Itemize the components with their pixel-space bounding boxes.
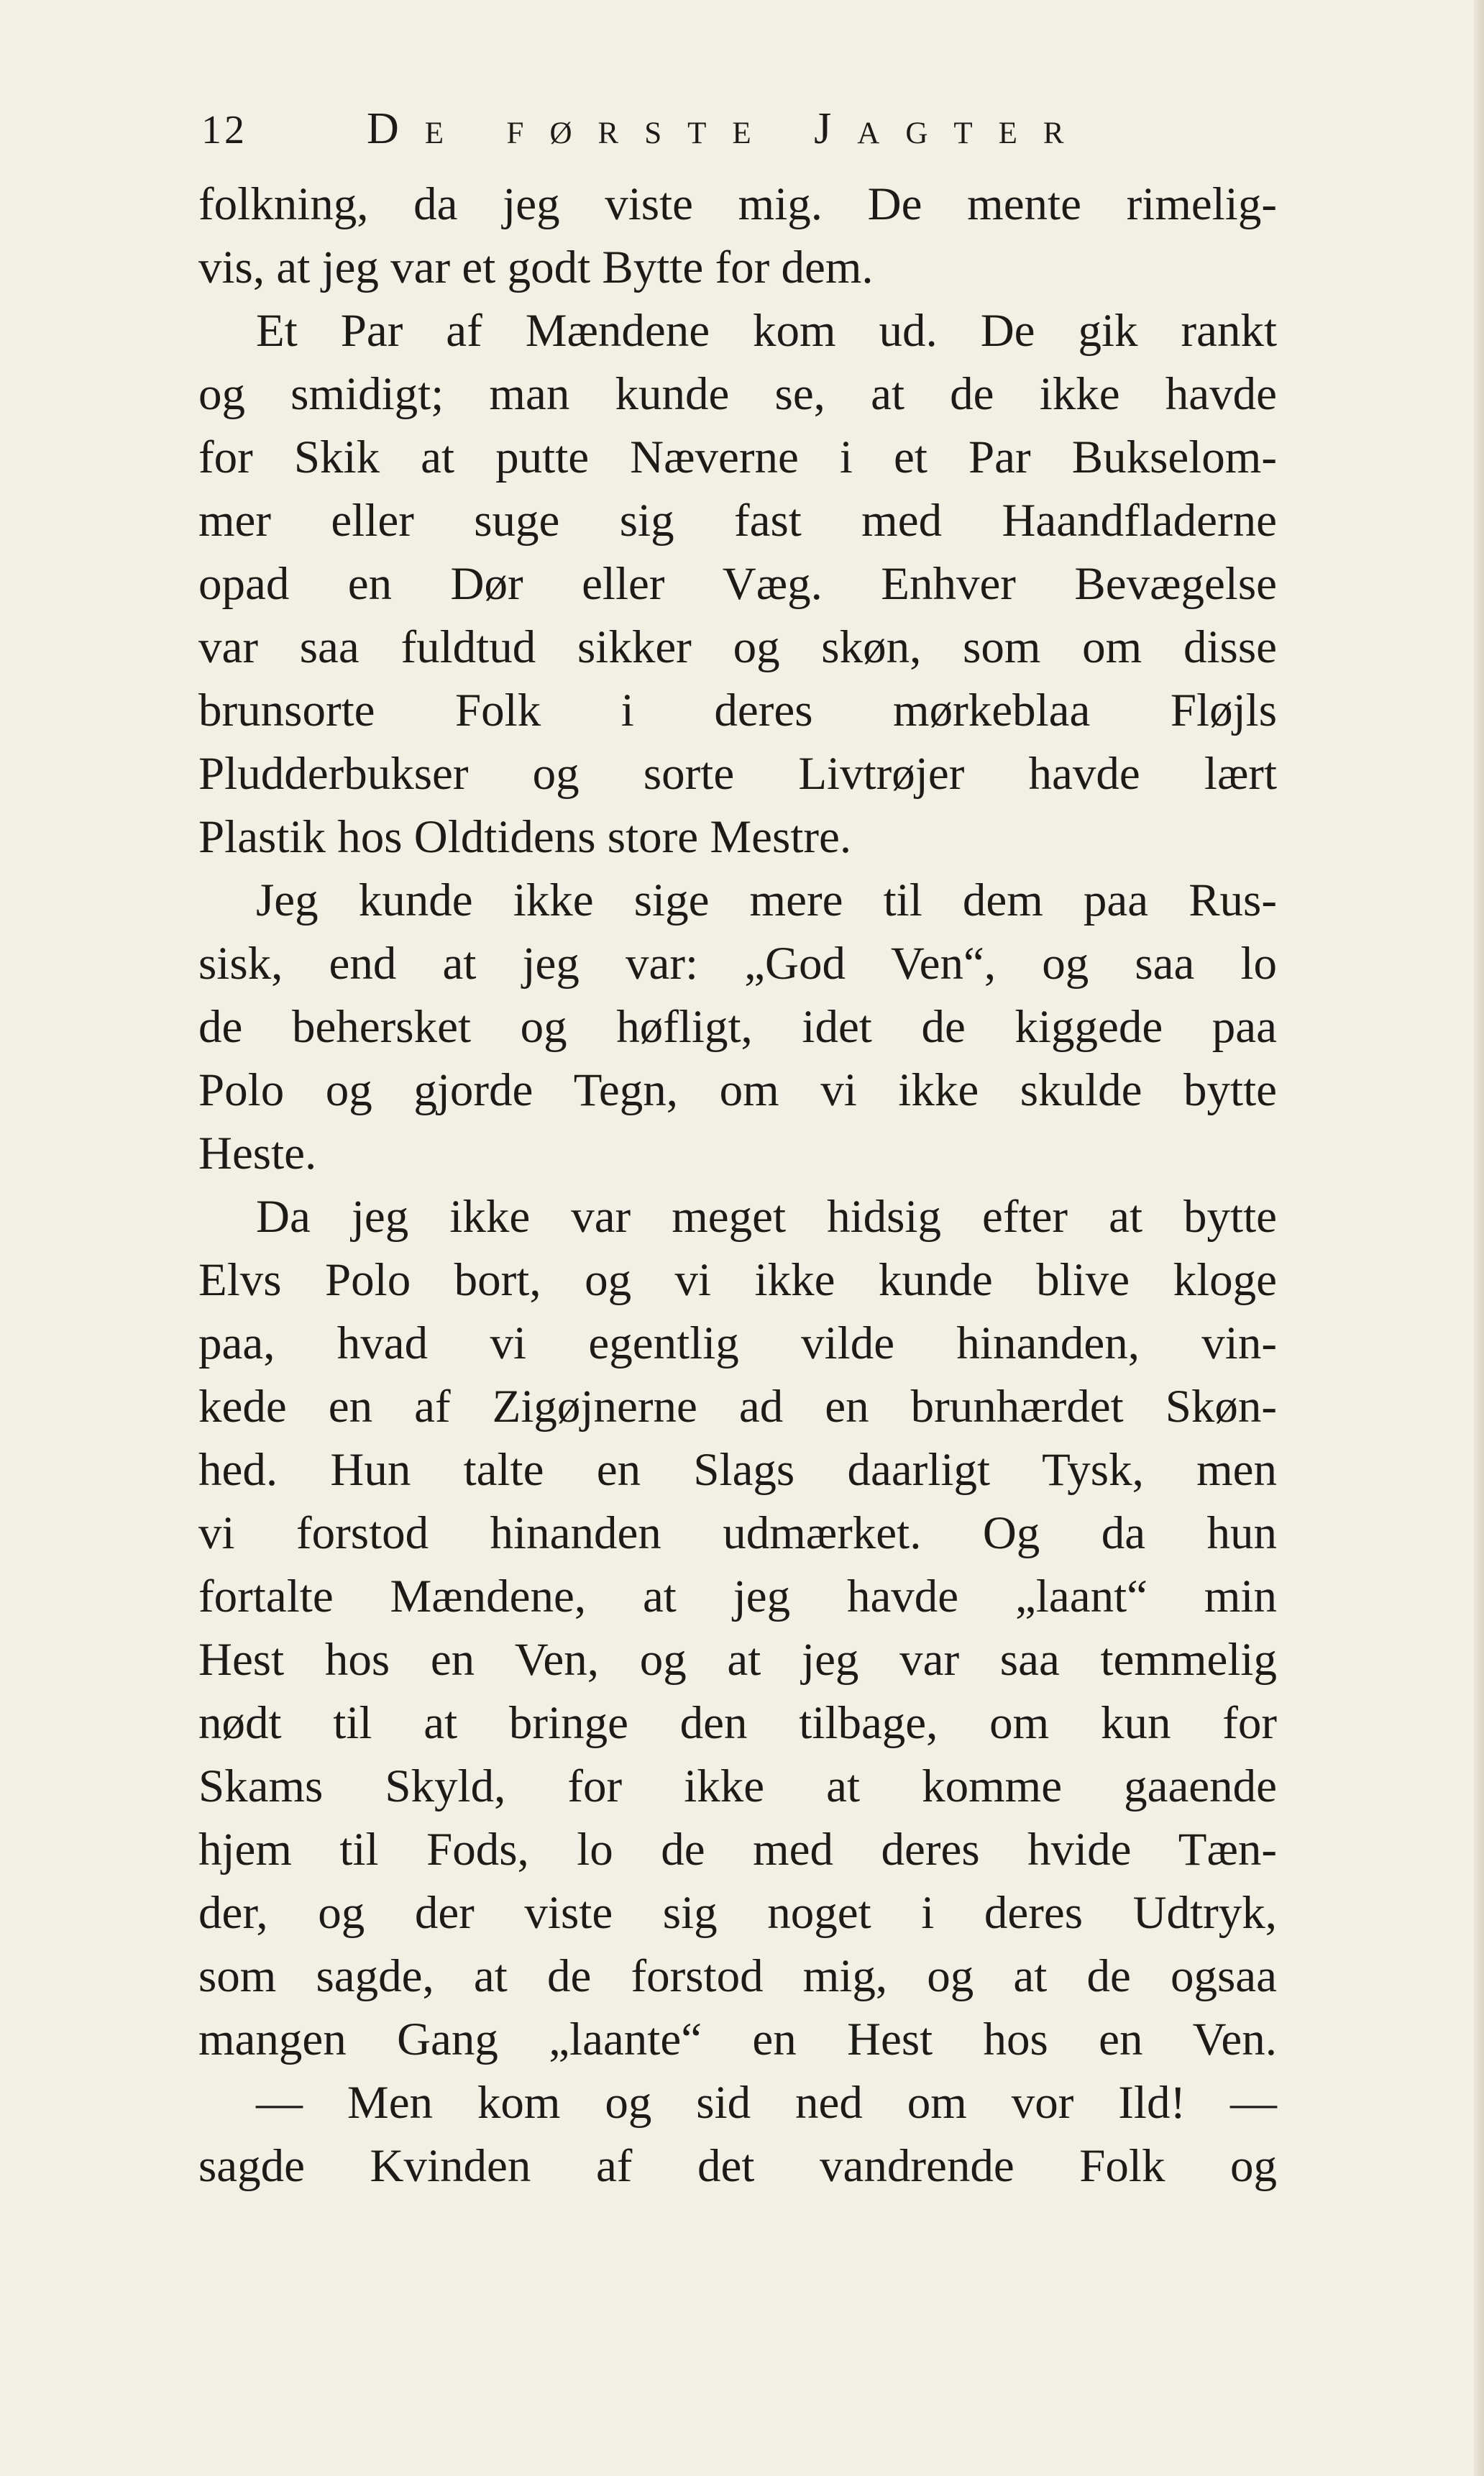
text-line: brunsorte Folk i deres mørkeblaa Fløjls (198, 685, 1277, 736)
text-line: Hest hos en Ven, og at jeg var saa temmelig (198, 1634, 1277, 1686)
text-line: Et Par af Mændene kom ud. De gik rankt (256, 305, 1277, 357)
text-line: mer eller suge sig fast med Haandfladerne (198, 495, 1277, 547)
text-line: hjem til Fods, lo de med deres hvide Tæn- (198, 1824, 1277, 1876)
text-line: var saa fuldtud sikker og skøn, som om disse (198, 621, 1277, 673)
text-line: hed. Hun talte en Slags daarligt Tysk, men (198, 1444, 1277, 1496)
body-text (198, 173, 1277, 2198)
text-line: mangen Gang „laante“ en Hest hos en Ven. (198, 2014, 1277, 2065)
text-line: som sagde, at de forstod mig, og at de ogsaa (198, 1950, 1277, 2002)
text-line: Da jeg ikke var meget hidsig efter at bytte (256, 1191, 1277, 1243)
text-line: de behersket og høfligt, idet de kiggede paa (198, 1001, 1277, 1053)
text-line: vis, at jeg var et godt Bytte for dem. (198, 242, 874, 293)
text-line: Skams Skyld, for ikke at komme gaaende (198, 1760, 1277, 1812)
text-line: vi forstod hinanden udmærket. Og da hun (198, 1507, 1277, 1559)
text-line: kede en af Zigøjnerne ad en brunhærdet Skøn- (198, 1381, 1277, 1433)
running-header (201, 96, 1294, 161)
text-line: Plastik hos Oldtidens store Mestre. (198, 811, 852, 863)
text-line: Pludderbukser og sorte Livtrøjer havde lært (198, 748, 1277, 800)
text-line: opad en Dør eller Væg. Enhver Bevægelse (198, 558, 1277, 610)
text-line: nødt til at bringe den tilbage, om kun for (198, 1697, 1277, 1749)
page-edge (1474, 0, 1484, 2476)
text-line: paa, hvad vi egentlig vilde hinanden, vin- (198, 1317, 1277, 1369)
text-line: Polo og gjorde Tegn, om vi ikke skulde bytte (198, 1064, 1277, 1116)
text-line: for Skik at putte Næverne i et Par Bukselom- (198, 431, 1277, 483)
text-line: og smidigt; man kunde se, at de ikke havde (198, 368, 1277, 420)
text-line: fortalte Mændene, at jeg havde „laant“ min (198, 1571, 1277, 1622)
text-line: Heste. (198, 1128, 317, 1179)
page-number: 12 (201, 108, 247, 152)
text-line: Elvs Polo bort, og vi ikke kunde blive kloge (198, 1254, 1277, 1306)
text-line: sagde Kvinden af det vandrende Folk og (198, 2140, 1277, 2192)
text-line: der, og der viste sig noget i deres Udtryk, (198, 1887, 1277, 1939)
text-line: — Men kom og sid ned om vor Ild! — (256, 2077, 1277, 2129)
text-line: Jeg kunde ikke sige mere til dem paa Rus- (256, 874, 1277, 926)
text-line: sisk, end at jeg var: „God Ven“, og saa lo (198, 938, 1277, 990)
text-line: folkning, da jeg viste mig. De mente rimelig- (198, 178, 1277, 230)
running-title: De første Jagter (367, 104, 1090, 153)
